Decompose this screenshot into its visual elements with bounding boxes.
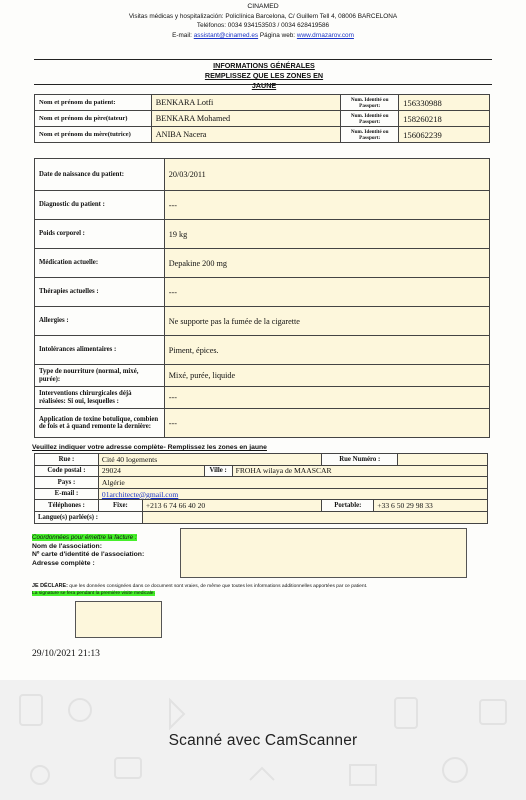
food-type-field[interactable]: Mixé, purée, liquide <box>164 365 489 387</box>
birthdate-label: Date de naissance du patient: <box>35 159 165 191</box>
table-row <box>35 387 490 409</box>
father-name-label: Nom et prénom du père(tateur) <box>35 111 152 127</box>
food-intolerance-field[interactable]: Piment, épices. <box>164 336 489 365</box>
medication-field[interactable]: Depakine 200 mg <box>164 249 489 278</box>
address-table <box>34 453 488 524</box>
banner-divider <box>34 84 492 85</box>
table-row <box>35 278 490 307</box>
table-row <box>35 220 490 249</box>
patient-name-field[interactable]: BENKARA Lotfi <box>151 95 341 111</box>
clinic-address: Visitas médicas y hospitalización: Policlínica Barcelona, C/ Guillem Tell 4, 08006 BARCELONA <box>128 12 398 20</box>
mother-id-field[interactable]: 156062239 <box>399 127 490 143</box>
id-label: Num. Identité ou Passport: <box>341 95 399 111</box>
section-banner <box>198 61 330 91</box>
city-field[interactable]: FROHA wilaya de MAASCAR <box>232 465 487 477</box>
father-id-field[interactable]: 158260218 <box>399 111 490 127</box>
surgery-field[interactable]: --- <box>164 387 489 409</box>
food-type-label: Type de nourriture (normal, mixé, purée): <box>35 365 165 387</box>
handwritten-date: 29/10/2021 21:13 <box>32 648 100 659</box>
web-label: Página web: <box>259 31 296 39</box>
birthdate-field[interactable]: 20/03/2011 <box>164 159 489 191</box>
table-row <box>35 191 490 220</box>
table-row <box>35 159 490 191</box>
id-label: Num. Identité ou Passport: <box>341 111 399 127</box>
patient-name-label: Nom et prénom du patient: <box>35 95 152 111</box>
table-row <box>35 500 488 512</box>
mobile-label: Portable: <box>322 500 374 512</box>
landline-label: Fixe: <box>98 500 142 512</box>
table-row <box>35 465 488 477</box>
signature-field[interactable] <box>75 601 162 638</box>
botox-field[interactable]: --- <box>164 409 489 438</box>
top-divider <box>34 59 492 60</box>
declaration <box>32 583 492 597</box>
clinic-phones: Teléfonos: 0034 934153503 / 0034 628419586 <box>196 22 330 30</box>
declaration-text: que les données consignées dans ce document sont vraies, de même que toutes les informations additionnelles apportées par ce patient. <box>67 584 368 589</box>
camscanner-footer <box>0 680 526 800</box>
street-label: Rue : <box>35 454 99 466</box>
association-address-label: Adresse complète : <box>32 559 95 567</box>
father-name-field[interactable]: BENKARA Mohamed <box>151 111 341 127</box>
street-field[interactable]: Cité 40 logements <box>98 454 321 466</box>
table-row <box>35 249 490 278</box>
weight-label: Poids corporel : <box>35 220 165 249</box>
banner-title: INFORMATIONS GÉNÉRALES <box>213 61 315 70</box>
languages-field[interactable] <box>142 511 487 523</box>
diagnosis-field[interactable]: --- <box>164 191 489 220</box>
mother-name-label: Nom et prénom du mère(tutrice) <box>35 127 152 143</box>
company-name: CINAMED <box>247 3 279 10</box>
mother-name-field[interactable]: ANIBA Nacera <box>151 127 341 143</box>
country-field[interactable]: Algérie <box>98 477 487 489</box>
billing-heading: Coordonnées pour émettre la facture : <box>32 534 137 541</box>
identity-table <box>34 94 490 143</box>
street-number-label: Rue Numéro : <box>322 454 398 466</box>
phones-label: Téléphones : <box>35 500 99 512</box>
table-row <box>35 365 490 387</box>
table-row <box>35 307 490 336</box>
banner-instruction: REMPLISSEZ QUE LES ZONES EN JAUNE <box>204 71 324 90</box>
therapies-label: Thérapies actuelles : <box>35 278 165 307</box>
table-row <box>35 511 488 523</box>
table-row <box>35 336 490 365</box>
street-number-field[interactable] <box>398 454 488 466</box>
diagnosis-label: Diagnostic du patient : <box>35 191 165 220</box>
clinic-email-link[interactable]: assistant@cinamed.es <box>193 31 259 39</box>
billing-section <box>32 534 144 568</box>
allergies-field[interactable]: Ne supporte pas la fumée de la cigarette <box>164 307 489 336</box>
signature-note: La signature se fera pendant la première visite medicale. <box>32 591 155 596</box>
table-row <box>35 127 490 143</box>
email-link[interactable]: 01architecte@gmail.com <box>101 489 179 499</box>
clinic-web-link[interactable]: www.drnazarov.com <box>296 31 354 39</box>
address-heading: Veuillez indiquer votre adresse complète- Remplissez les zones en jaune <box>32 444 267 451</box>
patient-id-field[interactable]: 156330988 <box>399 95 490 111</box>
medical-info-table <box>34 158 490 438</box>
table-row <box>35 409 490 438</box>
postal-code-label: Code postal : <box>35 465 99 477</box>
billing-details-field[interactable] <box>180 528 467 578</box>
country-label: Pays : <box>35 477 99 489</box>
camscanner-caption: Scanné avec CamScanner <box>168 732 358 749</box>
medication-label: Médication actuelle: <box>35 249 165 278</box>
email-field[interactable] <box>98 488 487 500</box>
allergies-label: Allergies : <box>35 307 165 336</box>
city-label: Ville : <box>204 465 232 477</box>
table-row <box>35 477 488 489</box>
clinic-contact-line <box>0 31 526 41</box>
declaration-label: JE DÉCLARE: <box>32 583 68 589</box>
table-row <box>35 111 490 127</box>
association-id-label: Nº carte d'identité de l'association: <box>32 551 145 558</box>
id-label: Num. Identité ou Passport: <box>341 127 399 143</box>
postal-code-field[interactable]: 29024 <box>98 465 204 477</box>
table-row <box>35 454 488 466</box>
botox-label: Application de toxine botulique, combien de fois et à quand remonte la dernière: <box>35 409 165 438</box>
mobile-field[interactable]: +33 6 50 29 98 33 <box>374 500 488 512</box>
email-label: E-mail : <box>35 488 99 500</box>
clinic-header <box>0 2 526 40</box>
languages-label: Langue(s) parlée(s) : <box>35 511 143 523</box>
therapies-field[interactable]: --- <box>164 278 489 307</box>
landline-field[interactable]: +213 6 74 66 40 20 <box>142 500 321 512</box>
email-label: E-mail: <box>172 31 192 39</box>
food-intolerance-label: Intolérances alimentaires : <box>35 336 165 365</box>
association-name-label: Nom de l'association: <box>32 542 102 550</box>
surgery-label: Interventions chirurgicales déjà réalisées: Si oui, lesquelles : <box>35 387 165 409</box>
weight-field[interactable]: 19 kg <box>164 220 489 249</box>
table-row <box>35 488 488 500</box>
table-row <box>35 95 490 111</box>
